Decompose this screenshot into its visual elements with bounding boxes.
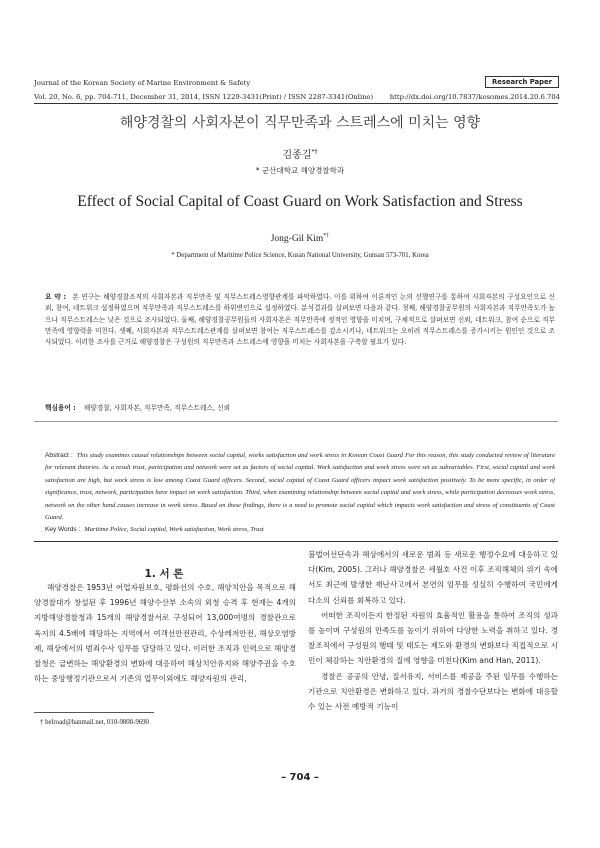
body-paragraph: 경찰은 공공의 안녕, 질서유지, 서비스를 제공을 주된 임무를 수행하는 기관으로 치안환경은 변화하고 있다. 과거의 경찰수단보다는 변화에 대응할 수 있는 사전 예방적 기능이 [308, 671, 558, 712]
english-abstract [45, 450, 555, 524]
section-heading: 1. 서 론 [144, 568, 184, 580]
korean-abstract-label: 요 약 : [45, 293, 67, 301]
doi-link[interactable]: http://dx.doi.org/10.7837/kosomes.2014.20.6.704 [389, 93, 560, 101]
footnote: † belroad@hanmail.net, 010-9808-9690 [40, 719, 149, 726]
korean-title: 해양경찰의 사회자본이 직무만족과 스트레스에 미치는 영향 [119, 115, 481, 131]
journal-volume-info: Vol. 20, No. 6, pp. 704-711, December 31, 2014, ISSN 1229-3431(Print) / ISSN 2287-3341(Online) [34, 93, 374, 101]
page-number: – 704 – [281, 772, 319, 783]
research-paper-badge: Research Paper [485, 76, 559, 88]
korean-keywords: 핵심용어 : 해양경찰, 사회자본, 직무만족, 직무스트레스, 신뢰 [45, 404, 231, 412]
header-divider [34, 103, 558, 104]
english-title: Effect of Social Capital of Coast Guard on Work Satisfaction and Stress [77, 193, 523, 210]
english-abstract-text: This study examines causal relationships between social capital, works satisfaction and work stress in Korean Coast Guard For this reason, this study conducted review of literature for relevant theories. As a result trust, participation and network were set as factors of social capital. Work satisfaction and work stress were set as subvariables. First, social capital and work satisfaction are high, but work stress is low among Coast Guard officers. Second, social capital of Coast Guard officers impact work satisfaction positively. To be more specific, in order of significance, trust, network, participation have impact on work satisfaction. Third, when examining relationship between social capital and work stress, while participation decreases work stress, network on the other hand causes increase in work stress. Based on these findings, there is a need to promote social capital which impacts work satisfaction and stress of constituents of Coast Guard. [45, 452, 555, 522]
korean-abstract [45, 292, 555, 348]
korean-affiliation: * 군산대학교 해양경찰학과 [255, 166, 345, 175]
journal-name: Journal of the Korean Society of Marine Environment & Safety [34, 79, 251, 87]
left-column [34, 580, 296, 686]
korean-author: 김종길*† [282, 148, 318, 161]
english-affiliation: * Department of Maritime Police Science, Kusan National University, Gunsan 573-701, Korea [171, 252, 429, 259]
abstract-divider [34, 421, 558, 422]
right-column [308, 547, 558, 714]
korean-abstract-text: 본 연구는 해양경찰조직의 사회자본과 직무만족 및 직무스트레스영향관계를 파악하였다. 이를 위하여 이론적인 논의 선행연구를 통하여 사회자본의 구성요인으로 신뢰, 참여, 네트워크 설정하였으며 직무만족과 직무스트레스를 하위변인으로 설정하였다. 분석결과를 살펴보면 다음과 같다. 첫째, 해양경찰공무원의 사회자본과 직무만족도가 높으나 직무스트레스는 낮은 것으로 조사되었다. 둘째, 해양경찰공무원들의 사회자본은 직무만족에 정적인 영향을 미치며, 구체적으로 살펴보면 신뢰, 네트워크, 참여 순으로 직무만족에 영향력을 미친다. 셋째, 사회자본과 직무스트레스관계를 살펴보면 참여는 직무스트레스를 감소시키나, 네트워크는 오히려 직무스트레스를 증가시키는 원인인 것으로 조사되었다. 이러한 조사를 근거로 해양경찰은 구성원의 직무만족과 스트레스에 영향을 미치는 사회자본을 구축할 필요가 있다. [45, 293, 555, 347]
body-paragraph: 불법어선단속과 해상에서의 새로운 범죄 등 새로운 행정수요에 대응하고 있다(Kim, 2005). 그러나 해양경찰은 세월호 사건 이후 조직해체의 위기 속에서도 최근에 발생한 재난사고에서 본연의 임무를 성실히 수행하여 국민에게 다소의 신뢰를 회복하고 있다. [308, 550, 558, 605]
english-keywords: Key Words : Maritime Police, Social capital, Work satisfaction, Work stress, Trust [45, 526, 264, 533]
body-divider [34, 541, 558, 542]
korean-keywords-label: 핵심용어 : [45, 404, 76, 412]
english-abstract-label: Abstract : [45, 452, 73, 459]
footnote-divider [34, 712, 154, 713]
english-keywords-label: Key Words : [45, 526, 81, 533]
english-author: Jong-Gil Kim*† [270, 233, 330, 245]
body-paragraph: 어떠한 조직이든지 한정된 자원의 효율적인 활용을 통하여 조직의 성과를 높이며 구성원의 만족도를 높이기 위하여 다양한 노력을 취하고 있다. 경찰조직에서 구성원의 행태 및 태도는 제도와 환경의 변화보다 직접적으로 시민이 체감하는 치안환경의 질에 영향을 미친다(Kim and Han, 2011). [308, 610, 558, 666]
body-paragraph: 해양경찰은 1953년 어업자원보호, 평화선의 수호, 해양치안을 목적으로 해양경찰대가 창설된 후 1996년 해양수산부 소속의 외청 승격 후 현재는 4개의 지방해양경찰청과 15개의 해양경찰서로 구성되어 13,000여명의 경찰관으로 육지의 4.5배에 해당하는 지역에서 여객선안전관리, 수상레저안전, 해상오염방제, 해상에서의 범죄수사 임무를 담당하고 있다. 이러한 조직과 인력으로 해양경찰청은 급변하는 해양환경의 변화에 대응하여 해상치안유지와 해양주권을 수호하는 중앙행정기관으로서 기존의 업무이외에도 해양자원의 관리, [34, 583, 296, 684]
